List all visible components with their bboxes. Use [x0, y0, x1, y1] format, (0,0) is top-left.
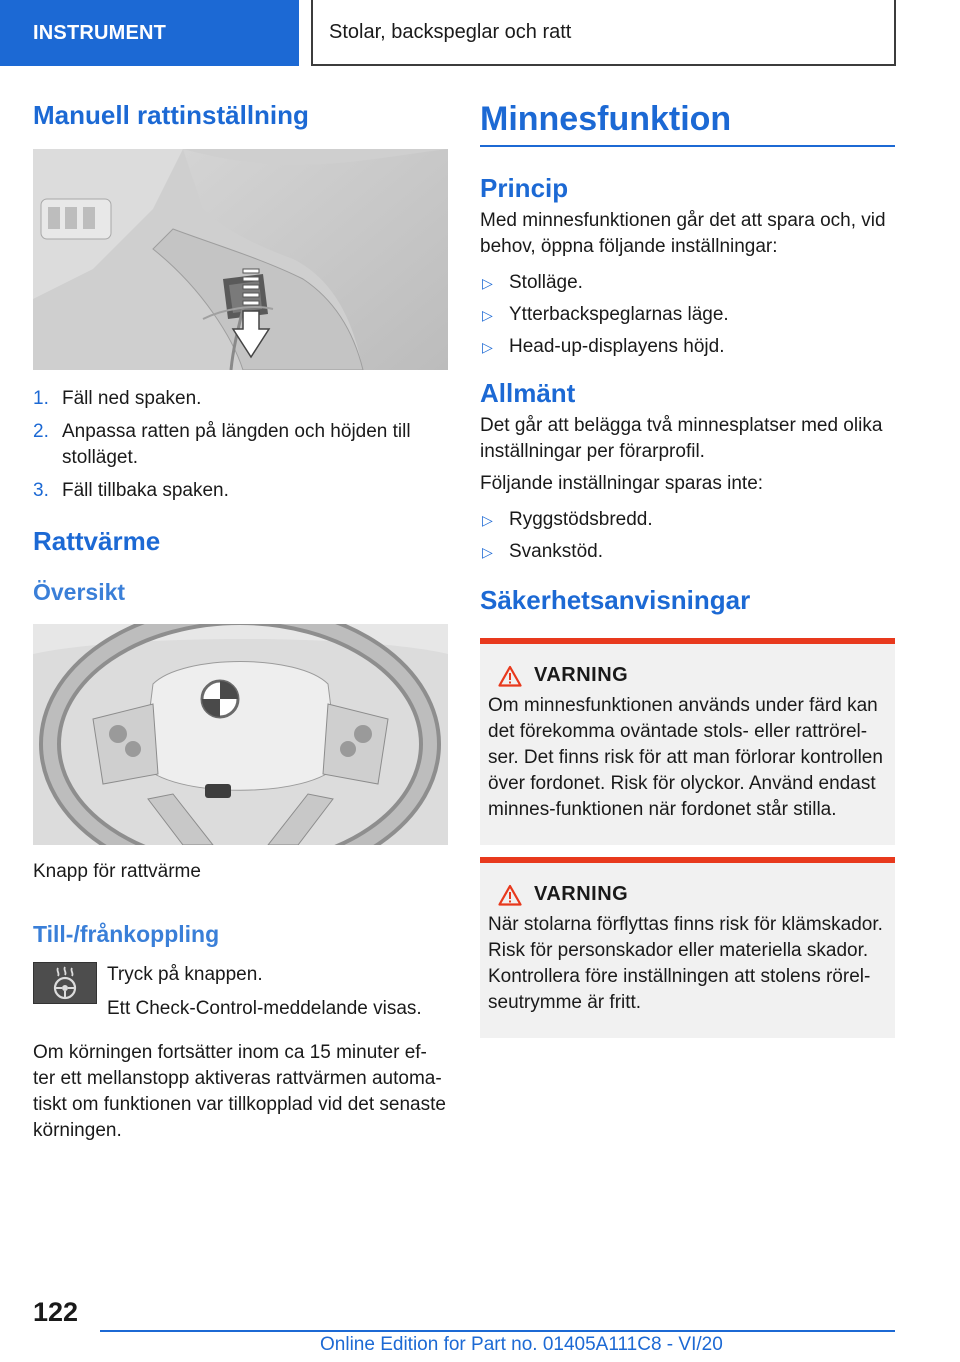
steering-wheel-illustration [33, 624, 448, 845]
toggle-heading: Till-/frånkoppling [33, 921, 220, 947]
list-item: ▷ Ytterbackspeglarnas läge. [480, 302, 895, 328]
list-item: ▷ Svankstöd. [480, 539, 895, 565]
triangle-bullet-icon: ▷ [482, 307, 493, 323]
triangle-bullet-icon: ▷ [482, 544, 493, 560]
footer-edition[interactable]: Online Edition for Part no. 01405A111C8 - VI/20 [320, 1334, 723, 1355]
heading-rule [480, 145, 895, 147]
footer-rule [100, 1330, 895, 1332]
toggle-instruction [33, 962, 448, 1022]
steering-column-lever-image [33, 149, 448, 370]
steering-column-illustration [33, 149, 448, 370]
principle-list [480, 270, 895, 360]
warning-text: Om minnesfunktionen används under färd kan det förekomma oväntade stols- eller rattrörel-ser. Det finns risk för att man förlorar kontrollen över fordonet. Risk för olyckor. Använd endast minnes-funktionen när fordonet står stilla. [488, 695, 883, 820]
step-item: 3. Fäll tillbaka spaken. [33, 480, 229, 501]
step-item: 1. Fäll ned spaken. [33, 388, 202, 409]
triangle-bullet-icon: ▷ [482, 512, 493, 528]
header-section-tab: INSTRUMENT [0, 0, 299, 66]
overview-heading: Översikt [33, 579, 126, 605]
warning-label: VARNING [534, 664, 629, 686]
principle-heading: Princip [480, 173, 569, 203]
general-text-2: Följande inställningar sparas inte: [480, 473, 764, 494]
general-list [480, 507, 895, 565]
manual-adjustment-heading: Manuell rattinställning [33, 100, 309, 130]
warning-triangle-icon [498, 665, 522, 687]
adjustment-steps-list [33, 386, 448, 504]
steering-heat-heading: Rattvärme [33, 526, 161, 556]
heat-auto-paragraph: Om körningen fortsätter inom ca 15 minuter ef-ter ett mellanstopp aktiveras rattvärmen automa-tiskt om funktionen var tillkopplad vid det senaste körningen. [33, 1042, 446, 1141]
triangle-bullet-icon: ▷ [482, 339, 493, 355]
warning-label: VARNING [534, 883, 629, 905]
general-text: Det går att belägga två minnesplatser med olika inställningar per förarprofil. [480, 415, 883, 462]
memory-function-heading: Minnesfunktion [480, 100, 732, 138]
image-caption: Knapp för rattvärme [33, 861, 201, 882]
principle-text: Med minnesfunktionen går det att spara och, vid behov, öppna följande inställningar: [480, 210, 886, 257]
warning-box [480, 638, 895, 845]
warning-header [488, 664, 887, 687]
triangle-bullet-icon: ▷ [482, 275, 493, 291]
steering-wheel-image [33, 624, 448, 845]
page-number: 122 [33, 1297, 79, 1327]
toggle-text [107, 962, 422, 1022]
warning-header [488, 883, 887, 906]
list-item: ▷ Ryggstödsbredd. [480, 507, 895, 533]
step-item: 2. Anpassa ratten på längden och höjden till stolläget. [33, 421, 411, 468]
header-chapter-title: Stolar, backspeglar och ratt [311, 0, 896, 66]
safety-heading: Säkerhetsanvisningar [480, 585, 751, 615]
warning-triangle-icon [498, 884, 522, 906]
toggle-line-1: Tryck på knappen. [107, 964, 263, 985]
right-column [480, 100, 895, 1038]
left-column [33, 100, 448, 1144]
general-heading: Allmänt [480, 378, 576, 408]
toggle-line-2: Ett Check-Control-meddelande visas. [107, 998, 422, 1019]
warning-text: När stolarna förflyttas finns risk för klämskador. Risk för personskador eller materiella skador. Kontrollera före inställningen att stolens rörel-seutrymme är fritt. [488, 914, 883, 1013]
list-item: ▷ Head-up-displayens höjd. [480, 334, 895, 360]
list-item: ▷ Stolläge. [480, 270, 895, 296]
heated-steering-wheel-icon [33, 962, 97, 1004]
warning-box [480, 857, 895, 1038]
